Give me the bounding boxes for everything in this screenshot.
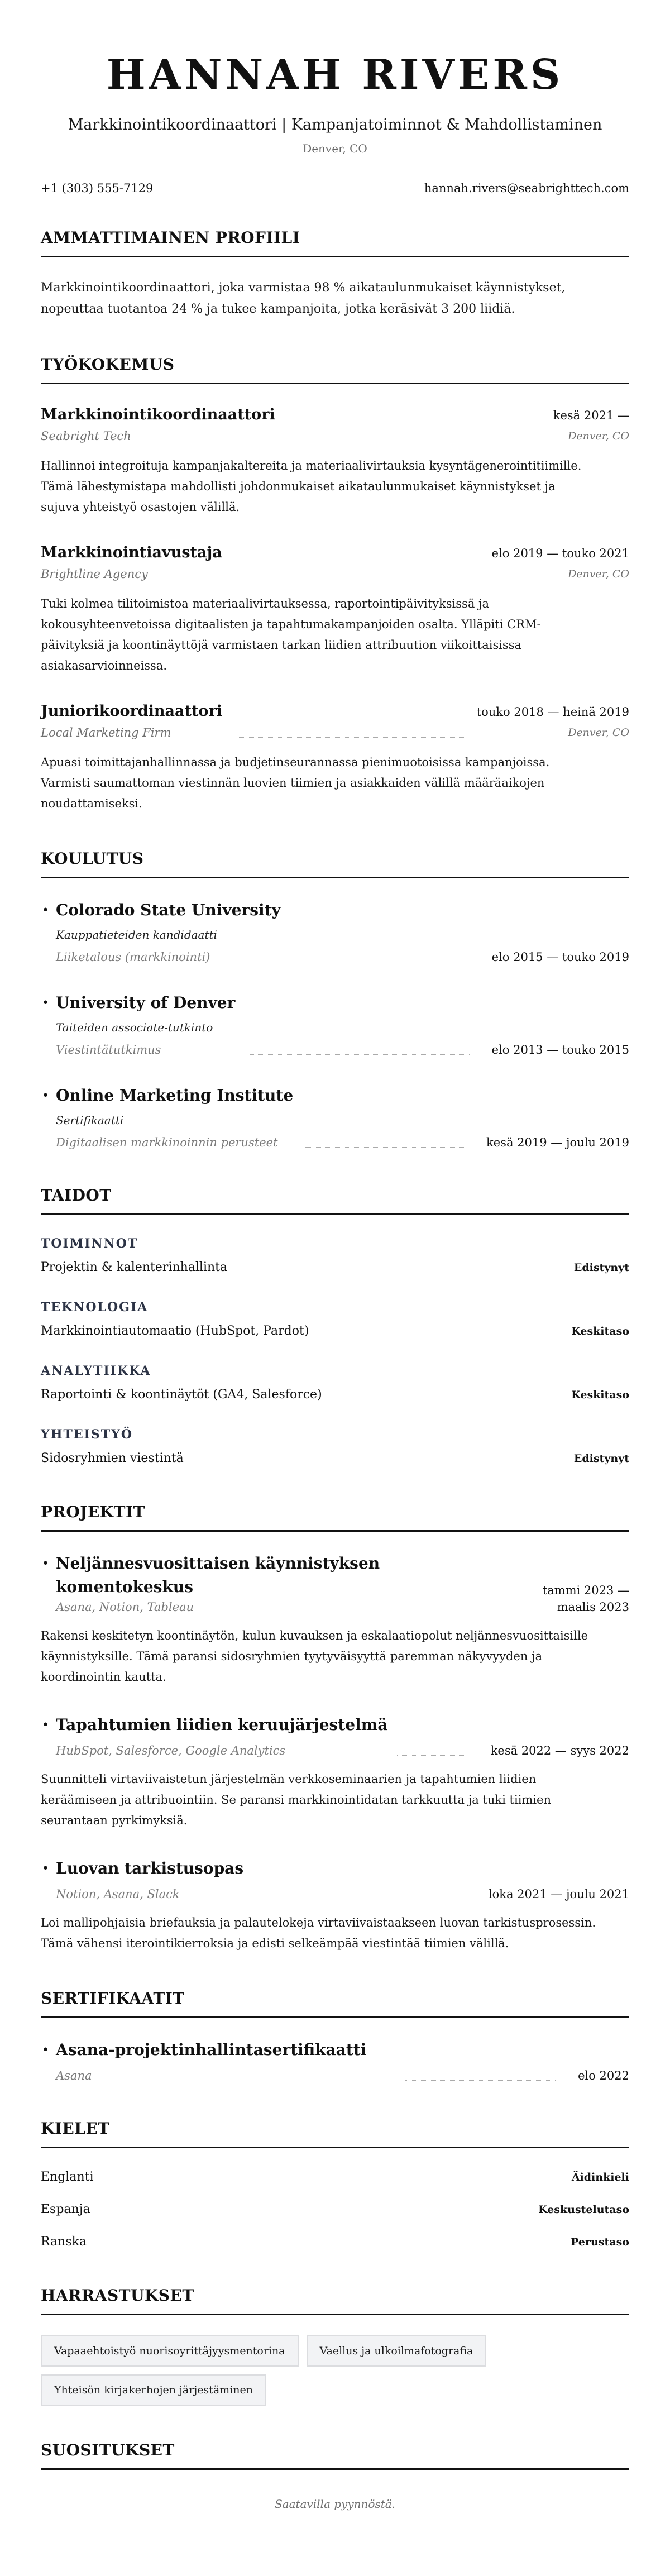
education-entry [41,991,629,1058]
hobby-chip: Yhteisön kirjakerhojen järjestäminen [41,2374,266,2406]
section-title-languages: KIELET [41,2119,629,2148]
languages-section [41,2119,629,2251]
language-level: Äidinkieli [571,2171,629,2183]
skills-section [41,1186,629,1468]
bullet-icon: • [42,1557,49,1571]
project-tools: HubSpot, Salesforce, Google Analytics [56,1744,286,1757]
job-description: Apuasi toimittajanhallinnassa ja budjetinseurannassa pienimuotoisissa kampanjoissa. Varmisti saumattoman viestinnän luovien tiimien ja asiakkaiden välillä määräaikojen noudattamiseksi. [41,756,550,810]
project-description: Suunnitteli virtaviivaistetun järjestelmän verkkoseminaarien ja tapahtumien liidien keräämiseen ja attribuointiin. Se paransi markkinointidatan tarkkuutta ja tuki tiimien seurantaan pyrkimyksiä. [41,1772,551,1827]
skill-group [41,1426,629,1468]
education-dates: elo 2013 — touko 2015 [491,1043,629,1057]
skill-name: Projektin & kalenterinhallinta [41,1260,228,1274]
job-title: Markkinointikoordinaattori [41,406,275,423]
job-entry [41,404,629,518]
section-title-skills: TAIDOT [41,1186,629,1215]
dotted-leader [397,1755,468,1756]
profile-section [41,228,629,320]
education-dates: kesä 2019 — joulu 2019 [486,1136,629,1149]
project-dates: loka 2021 — joulu 2021 [488,1887,629,1901]
project-description: Rakensi keskitetyn koontinäytön, kulun kuvauksen ja eskalaatiopolut neljännesvuosittaisille käynnistyksille. Tämä paransi sidosryhmien tyytyväisyyttä paremman näkyvyyden ja koordinointin kautta. [41,1629,588,1684]
hobby-chip: Vaellus ja ulkoilmafotografia [307,2335,487,2367]
skill-level: Edistynyt [573,1452,629,1465]
project-name: Luovan tarkistusopas [56,1859,244,1877]
project-entry [41,1552,629,1688]
dotted-leader [305,1147,464,1148]
section-title-experience: TYÖKOKEMUS [41,355,629,384]
school-name: University of Denver [56,993,236,1012]
field-of-study: Digitaalisen markkinoinnin perusteet [56,1136,278,1149]
degree: Taiteiden associate-tutkinto [56,1021,213,1034]
references-section [41,2440,629,2512]
field-of-study: Liiketalous (markkinointi) [56,950,210,964]
language-row [41,2233,629,2251]
skill-name: Sidosryhmien viestintä [41,1451,184,1465]
language-name: Ranska [41,2235,87,2249]
section-title-profile: AMMATTIMAINEN PROFIILI [41,228,629,257]
job-description: Hallinnoi integroituja kampanjakaltereita ja materiaalivirtauksia kysyntägenerointitiimille. Tämä lähestymistapa mahdollisti johdonmukaiset aikataulunmukaiset käynnistykset ja sujuva yhteistyö osastojen välillä. [41,459,582,514]
bullet-icon: • [42,1089,49,1103]
contact-row [41,180,629,197]
school-name: Online Marketing Institute [56,1086,294,1105]
skill-name: Raportointi & koontinäytöt (GA4, Salesforce) [41,1388,322,1402]
section-title-certifications: SERTIFIKAATIT [41,1989,629,2018]
certification-name: Asana-projektinhallintasertifikaatti [56,2040,367,2059]
field-of-study: Viestintätutkimus [56,1043,161,1057]
education-entry [41,899,629,966]
dotted-leader [250,1054,469,1055]
bullet-icon: • [42,1718,49,1732]
candidate-location: Denver, CO [303,142,367,155]
bullet-icon: • [42,1862,49,1876]
phone-link[interactable]: +1 (303) 555-7129 [41,181,154,195]
project-dates: kesä 2022 — syys 2022 [490,1744,629,1757]
job-entry [41,542,629,676]
job-dates: touko 2018 — heinä 2019 [476,705,629,719]
references-note: Saatavilla pyynnöstä. [274,2497,396,2511]
language-level: Perustaso [571,2236,629,2248]
job-dates: elo 2019 — touko 2021 [491,547,629,560]
certifications-section [41,1989,629,2084]
education-entry [41,1084,629,1151]
section-title-hobbies: HARRASTUKSET [41,2286,629,2315]
skill-category: YHTEISTYÖ [41,1427,133,1442]
job-location: Denver, CO [568,727,629,739]
projects-section [41,1502,629,1954]
project-name: Tapahtumien liidien keruujärjestelmä [56,1715,388,1734]
language-row [41,2201,629,2219]
project-entry [41,1713,629,1831]
dotted-leader [236,737,468,738]
experience-section [41,355,629,814]
section-title-projects: PROJEKTIT [41,1502,629,1532]
skill-level: Keskitaso [571,1389,629,1401]
candidate-headline: Markkinointikoordinaattori | Kampanjatoiminnot & Mahdollistaminen [68,116,602,133]
language-name: Espanja [41,2202,90,2216]
job-entry [41,701,629,814]
degree: Sertifikaatti [56,1113,124,1127]
profile-summary: Markkinointikoordinaattori, joka varmistaa 98 % aikataulunmukaiset käynnistykset, nopeuttaa tuotantoa 24 % ja tukee kampanjoita, jotka keräsivät 3 200 liidiä. [41,281,566,316]
skill-level: Keskitaso [571,1325,629,1337]
certification-issuer: Asana [56,2069,92,2082]
education-section [41,849,629,1151]
skill-category: ANALYTIIKKA [41,1364,151,1378]
language-level: Keskustelutaso [538,2204,629,2216]
section-title-references: SUOSITUKSET [41,2440,629,2470]
skill-category: TEKNOLOGIA [41,1300,149,1315]
hobby-chip: Vapaaehtoistyö nuorisoyrittäjyysmentorina [41,2335,299,2367]
job-title: Markkinointiavustaja [41,544,222,561]
skill-category: TOIMINNOT [41,1236,138,1251]
job-description: Tuki kolmea tilitoimistoa materiaalivirtauksessa, raportointipäivityksissä ja kokousyhteenvetoissa digitaalisten ja tapahtumakampanjoiden osalta. Ylläpiti CRM-päivityksiä ja koontinäyttöjä varmistaen tarkan liidien attribuution viikoittaisissa asiakasarvioinneissa. [41,597,541,672]
skill-group [41,1235,629,1277]
job-dates: kesä 2021 — [553,409,629,422]
dotted-leader [405,2080,556,2081]
certification-date: elo 2022 [578,2069,629,2082]
skill-group [41,1299,629,1340]
bullet-icon: • [42,996,49,1010]
section-title-education: KOULUTUS [41,849,629,878]
bullet-icon: • [42,2043,49,2057]
language-name: Englanti [41,2170,94,2184]
job-company: Local Marketing Firm [41,726,171,739]
project-description: Loi mallipohjaisia briefauksia ja palautelokeja virtaviivaistaakseen luovan tarkistusprosessin. Tämä vähensi iterointikierroksia ja edisti selkeämpää viestintää tiimien välillä. [41,1916,596,1950]
skill-name: Markkinointiautomaatio (HubSpot, Pardot) [41,1324,309,1338]
candidate-name: HANNAH RIVERS [106,51,564,99]
skill-group [41,1363,629,1404]
education-dates: elo 2015 — touko 2019 [491,950,629,964]
degree: Kauppatieteiden kandidaatti [56,928,217,941]
school-name: Colorado State University [56,901,281,919]
resume-header [41,51,629,197]
hobbies-section [41,2286,629,2406]
hobby-chip-list [41,2335,629,2406]
certification-entry [41,2038,629,2084]
language-row [41,2168,629,2186]
project-name: Neljännesvuosittaisen käynnistyksen komentokeskus [56,1554,380,1596]
job-location: Denver, CO [568,430,629,442]
project-dates: tammi 2023 — maalis 2023 [542,1584,629,1614]
job-company: Seabright Tech [41,429,131,443]
skill-level: Edistynyt [573,1261,629,1274]
project-tools: Notion, Asana, Slack [56,1887,180,1901]
email-link[interactable]: hannah.rivers@seabrighttech.com [424,181,629,195]
bullet-icon: • [42,904,49,917]
job-company: Brightline Agency [41,567,148,581]
job-location: Denver, CO [568,568,629,580]
project-entry [41,1857,629,1954]
job-title: Juniorikoordinaattori [41,702,222,720]
project-tools: Asana, Notion, Tableau [56,1600,194,1614]
